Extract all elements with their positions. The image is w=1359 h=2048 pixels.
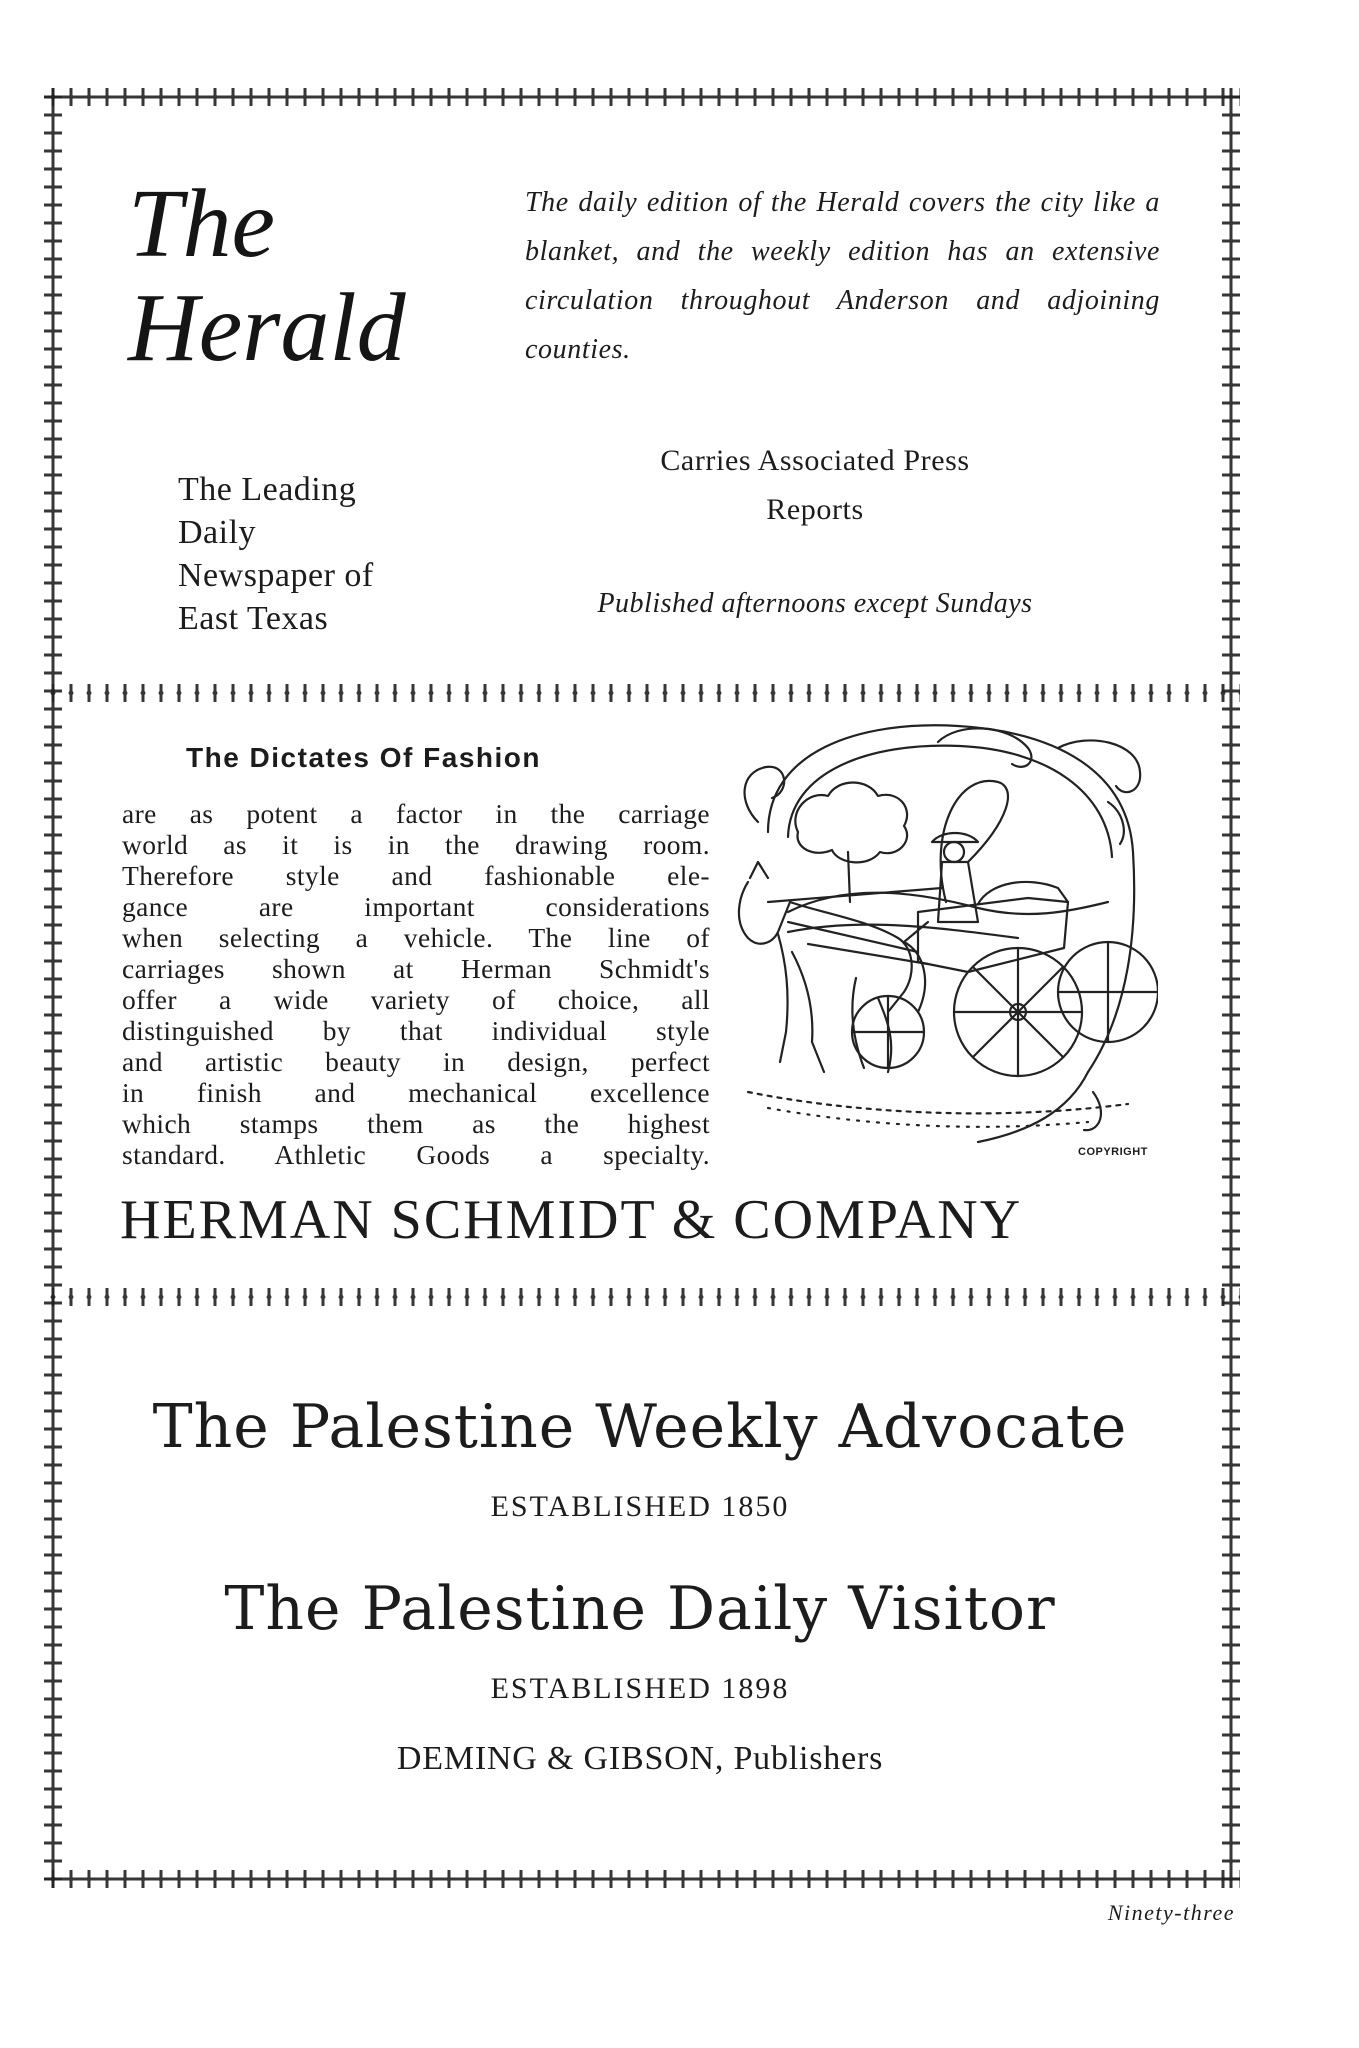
herald-leading-line: Daily	[178, 514, 257, 551]
copyright-mark: COPYRIGHT	[1078, 1146, 1148, 1158]
fashion-line: world as it is in the drawing room.	[122, 829, 710, 860]
fashion-body	[122, 798, 710, 1170]
fashion-line: are as potent a factor in the carriage	[122, 798, 710, 829]
herald-title-line1: The	[128, 170, 275, 278]
carriage-illustration	[728, 712, 1158, 1182]
border-divider-1	[44, 684, 1240, 702]
herald-ap-line2: Reports	[766, 493, 864, 526]
herald-title	[128, 172, 406, 380]
fashion-line: which stamps them as the highest	[122, 1108, 710, 1139]
fashion-line: in finish and mechanical excellence	[122, 1077, 710, 1108]
page-number: Ninety-three	[1107, 1900, 1235, 1925]
fashion-line: Therefore style and fashionable ele-	[122, 860, 710, 891]
fashion-line: carriages shown at Herman Schmidt's	[122, 953, 710, 984]
schmidt-company-name: HERMAN SCHMIDT & COMPANY	[120, 1189, 1023, 1251]
border-bottom	[44, 1870, 1240, 1888]
border-divider-2	[44, 1288, 1240, 1306]
herald-title-line2: Herald	[128, 274, 406, 382]
herald-leading-block	[178, 468, 374, 640]
herald-associated-press	[555, 436, 1075, 534]
herald-published: Published afternoons except Sundays	[597, 588, 1033, 619]
weekly-established: ESTABLISHED 1850	[490, 1490, 790, 1523]
publishers-line: DEMING & GIBSON, Publishers	[396, 1740, 884, 1777]
daily-established: ESTABLISHED 1898	[490, 1672, 790, 1705]
fashion-line: distinguished by that individual style	[122, 1015, 710, 1046]
fashion-line: gance are important considerations	[122, 891, 710, 922]
herald-description: The daily edition of the Herald covers the city like a blanket, and the weekly edition has an extensive circulation throughout Anderson and adjoining counties.	[525, 187, 1160, 365]
weekly-advocate-title: The Palestine Weekly Advocate	[152, 1392, 1128, 1462]
herald-ap-line1: Carries Associated Press	[660, 444, 970, 477]
herald-leading-line: The Leading	[178, 471, 357, 508]
fashion-line: and artistic beauty in design, perfect	[122, 1046, 710, 1077]
herald-leading-line: Newspaper of	[178, 557, 374, 594]
fashion-line: when selecting a vehicle. The line of	[122, 922, 710, 953]
border-left	[44, 88, 62, 1888]
fashion-line: offer a wide variety of choice, all	[122, 984, 710, 1015]
border-top	[44, 88, 1240, 106]
daily-visitor-title: The Palestine Daily Visitor	[224, 1574, 1056, 1644]
herald-leading-line: East Texas	[178, 600, 329, 637]
border-right	[1222, 88, 1240, 1888]
fashion-line: standard. Athletic Goods a specialty.	[122, 1139, 710, 1170]
fashion-heading: The Dictates Of Fashion	[186, 742, 541, 773]
